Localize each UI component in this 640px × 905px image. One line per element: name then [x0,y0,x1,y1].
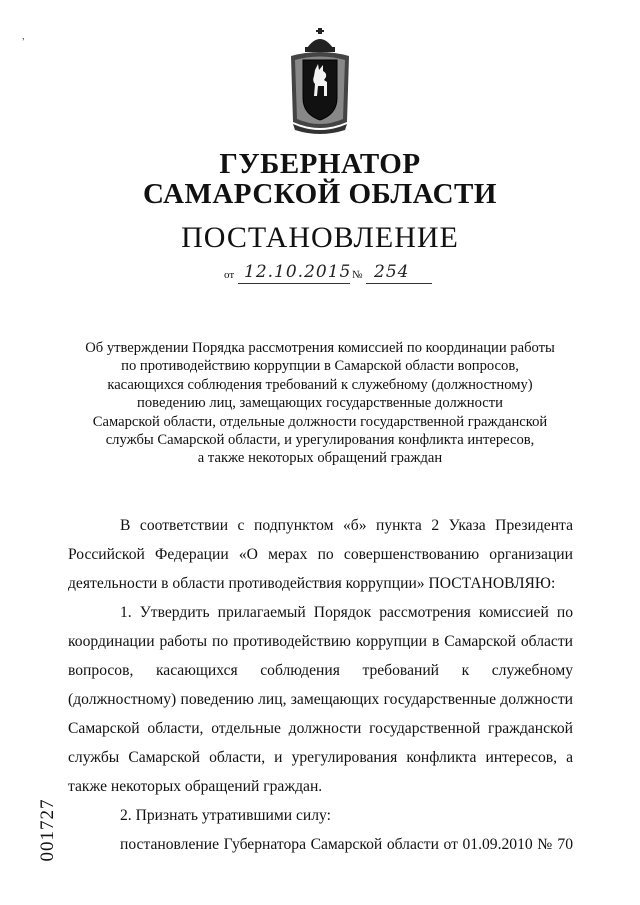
item2-line: 2. Признать утратившими силу: [120,807,331,824]
subject-line: Самарской области, отдельные должности государственной гражданской [92,413,548,430]
org-title-line2: САМАРСКОЙ ОБЛАСТИ [143,178,497,210]
item1-line: Самарской области, отдельные должности государственной гражданской [68,720,573,737]
handwritten-date: 12.10.2015 [244,262,352,282]
subject-line: службы Самарской области, и урегулирования конфликта интересов, [105,432,535,449]
item1-line: координации работы по противодействию коррупции в Самарской области [68,633,573,650]
preamble-line: деятельности в области противодействия коррупции» ПОСТАНОВЛЯЮ: [68,575,556,592]
number-label: № [352,269,363,281]
preamble-line: В соответствии с подпунктом «б» пункта 2 Указа Президента [120,517,573,534]
document-type-title: ПОСТАНОВЛЕНИЕ [181,221,459,254]
subject-line: а также некоторых обращений граждан [197,450,443,467]
coat-of-arms-emblem [285,26,355,136]
item2-detail-line: постановление Губернатора Самарской области от 01.09.2010 № 70 [120,836,573,853]
date-underline [238,283,350,284]
handwritten-number: 254 [374,262,410,282]
margin-mark: , [22,30,25,42]
org-title-line1: ГУБЕРНАТОР [219,148,421,180]
item1-line: службы Самарской области, и урегулирования конфликта интересов, а [68,749,573,766]
date-from-label: от [224,269,235,281]
number-underline [366,283,432,284]
subject-line: поведению лиц, замещающих государственные должности [137,395,503,412]
date-number-line [224,262,444,284]
subject-line: Об утверждении Порядка рассмотрения комиссией по координации работы [85,340,555,356]
preamble-line: Российской Федерации «О мерах по совершенствованию организации [68,546,573,563]
subject-block [80,339,560,468]
item1-line: 1. Утвердить прилагаемый Порядок рассмотрения комиссией по [120,604,573,621]
stamp-number: 001727 [37,798,58,862]
item1-line: (должностному) поведению лиц, замещающих государственные должности [68,691,573,708]
subject-line: по противодействию коррупции в Самарской области вопросов, [121,358,519,375]
registration-stamp [36,800,60,860]
item1-line: вопросов, касающихся соблюдения требований к служебному [68,662,573,679]
item1-line: также некоторых обращений граждан. [68,778,323,795]
subject-line: касающихся соблюдения требований к служебному (должностному) [107,376,533,393]
